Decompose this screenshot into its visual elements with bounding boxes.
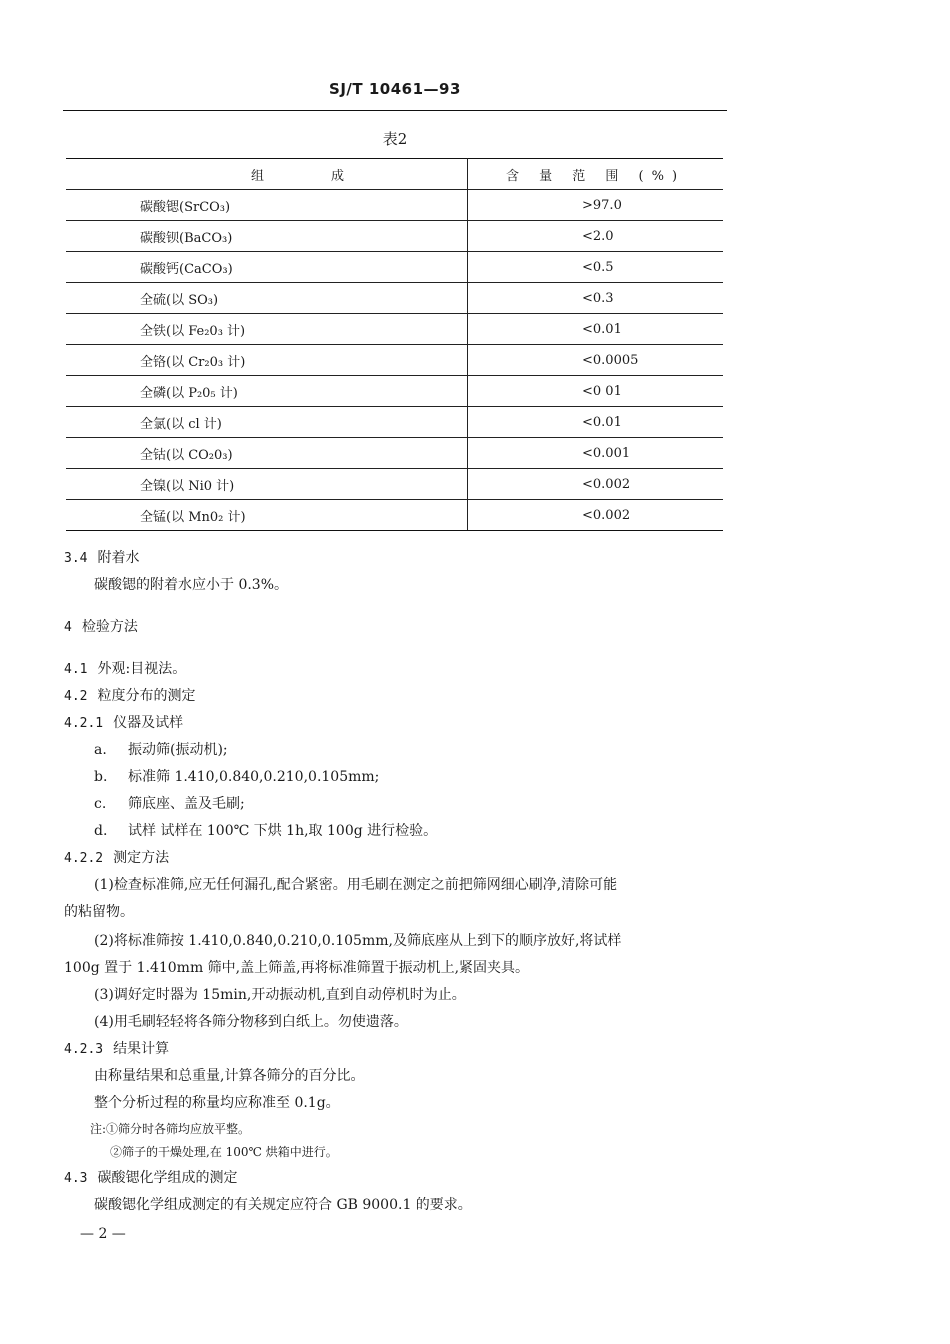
section-title: 粒度分布的测定 (97, 688, 196, 704)
header-component-char1: 组 (250, 168, 272, 184)
list-label: c. (94, 796, 107, 812)
table-row (66, 221, 723, 252)
section-3-4-text: 碳酸锶的附着水应小于 0.3%。 (94, 577, 289, 593)
header-rule (63, 110, 727, 111)
section-number: 3.4 (64, 551, 88, 566)
section-title: 附着水 (97, 550, 140, 566)
content-cell: <0 01 (468, 376, 724, 407)
content-cell: <0.002 (468, 469, 724, 500)
list-item-d (94, 821, 437, 841)
component-cell: 全铁(以 Fe₂0₃ 计) (66, 314, 468, 345)
table-row (66, 376, 723, 407)
table-row (66, 252, 723, 283)
note-1: 注:①筛分时各筛均应放平整。 (90, 1122, 251, 1136)
section-number: 4.2.3 (64, 1042, 104, 1057)
content-cell: <0.001 (468, 438, 724, 469)
list-text: 振动筛(振动机); (128, 742, 228, 758)
section-4-2-1-heading (64, 713, 183, 734)
header-component (66, 159, 468, 190)
table-row (66, 407, 723, 438)
component-cell: 碳酸钡(BaCO₃) (66, 221, 468, 252)
section-4-2-3-heading (64, 1039, 169, 1060)
table-row (66, 190, 723, 221)
component-cell: 全镍(以 Ni0 计) (66, 469, 468, 500)
content-cell: <0.002 (468, 500, 724, 531)
section-title: 结果计算 (113, 1041, 170, 1057)
content-cell: <0.0005 (468, 345, 724, 376)
section-number: 4.1 (64, 662, 88, 677)
note-2: ②筛子的干燥处理,在 100℃ 烘箱中进行。 (110, 1145, 338, 1159)
component-cell: 全氯(以 cl 计) (66, 407, 468, 438)
section-number: 4 (64, 620, 72, 635)
list-label: b. (94, 769, 108, 785)
component-cell: 碳酸锶(SrCO₃) (66, 190, 468, 221)
table-row (66, 345, 723, 376)
list-text: 筛底座、盖及毛刷; (128, 796, 245, 812)
composition-table (66, 158, 723, 531)
result-line-1: 由称量结果和总重量,计算各筛分的百分比。 (94, 1068, 365, 1084)
component-cell: 全磷(以 P₂0₅ 计) (66, 376, 468, 407)
section-title: 碳酸锶化学组成的测定 (97, 1170, 238, 1186)
component-cell: 全铬(以 Cr₂0₃ 计) (66, 345, 468, 376)
list-item-b (94, 767, 379, 787)
section-number: 4.3 (64, 1171, 88, 1186)
paragraph-2-line-2: 100g 置于 1.410mm 筛中,盖上筛盖,再将标准筛置于振动机上,紧固夹具。 (64, 960, 530, 976)
paragraph-1-line-2: 的粘留物。 (64, 904, 134, 920)
section-number: 4.2.2 (64, 851, 104, 866)
section-4-2-heading (64, 686, 195, 707)
section-4-2-2-heading (64, 848, 169, 869)
paragraph-3: (3)调好定时器为 15min,开动振动机,直到自动停机时为止。 (94, 987, 466, 1003)
content-cell: >97.0 (468, 190, 724, 221)
section-4-3-heading (64, 1168, 237, 1189)
section-number: 4.2 (64, 689, 88, 704)
paragraph-4: (4)用毛刷轻轻将各筛分物移到白纸上。勿使遗落。 (94, 1014, 408, 1030)
section-title: 测定方法 (113, 850, 170, 866)
list-text: 标准筛 1.410,0.840,0.210,0.105mm; (128, 769, 380, 785)
list-label: d. (94, 823, 108, 839)
paragraph-2-line-1: (2)将标准筛按 1.410,0.840,0.210,0.105mm,及筛底座从上到下的顺序放好,将试样 (94, 933, 622, 949)
component-cell: 全钴(以 CO₂0₃) (66, 438, 468, 469)
page-number: — 2 — (80, 1226, 126, 1242)
content-cell: <0.5 (468, 252, 724, 283)
section-title: 检验方法 (81, 619, 138, 635)
section-text: 外观:目视法。 (97, 661, 187, 677)
component-cell: 全硫(以 SO₃) (66, 283, 468, 314)
section-4-1 (64, 659, 186, 680)
list-item-a (94, 740, 228, 760)
table-row (66, 314, 723, 345)
standard-code: SJ/T 10461—93 (329, 80, 461, 98)
table-row (66, 469, 723, 500)
content-cell: <0.01 (468, 407, 724, 438)
list-label: a. (94, 742, 107, 758)
component-cell: 全锰(以 Mn0₂ 计) (66, 500, 468, 531)
paragraph-1-line-1: (1)检查标准筛,应无任何漏孔,配合紧密。用毛刷在测定之前把筛网细心刷净,清除可能 (94, 877, 618, 893)
table-row (66, 438, 723, 469)
section-4-heading (64, 617, 138, 638)
content-cell: <2.0 (468, 221, 724, 252)
list-item-c (94, 794, 245, 814)
content-cell: <0.3 (468, 283, 724, 314)
section-3-4-heading (64, 548, 139, 569)
table-title: 表2 (382, 130, 408, 148)
header-content: 含 量 范 围 (%) (468, 159, 724, 190)
table-header-row (66, 159, 723, 190)
table-row (66, 283, 723, 314)
list-text: 试样 试样在 100℃ 下烘 1h,取 100g 进行检验。 (128, 823, 438, 839)
content-cell: <0.01 (468, 314, 724, 345)
component-cell: 碳酸钙(CaCO₃) (66, 252, 468, 283)
section-4-3-text: 碳酸锶化学组成测定的有关规定应符合 GB 9000.1 的要求。 (94, 1197, 472, 1213)
section-number: 4.2.1 (64, 716, 104, 731)
section-title: 仪器及试样 (113, 715, 184, 731)
table-row (66, 500, 723, 531)
result-line-2: 整个分析过程的称量均应称准至 0.1g。 (94, 1095, 340, 1111)
header-component-char2: 成 (330, 168, 352, 184)
